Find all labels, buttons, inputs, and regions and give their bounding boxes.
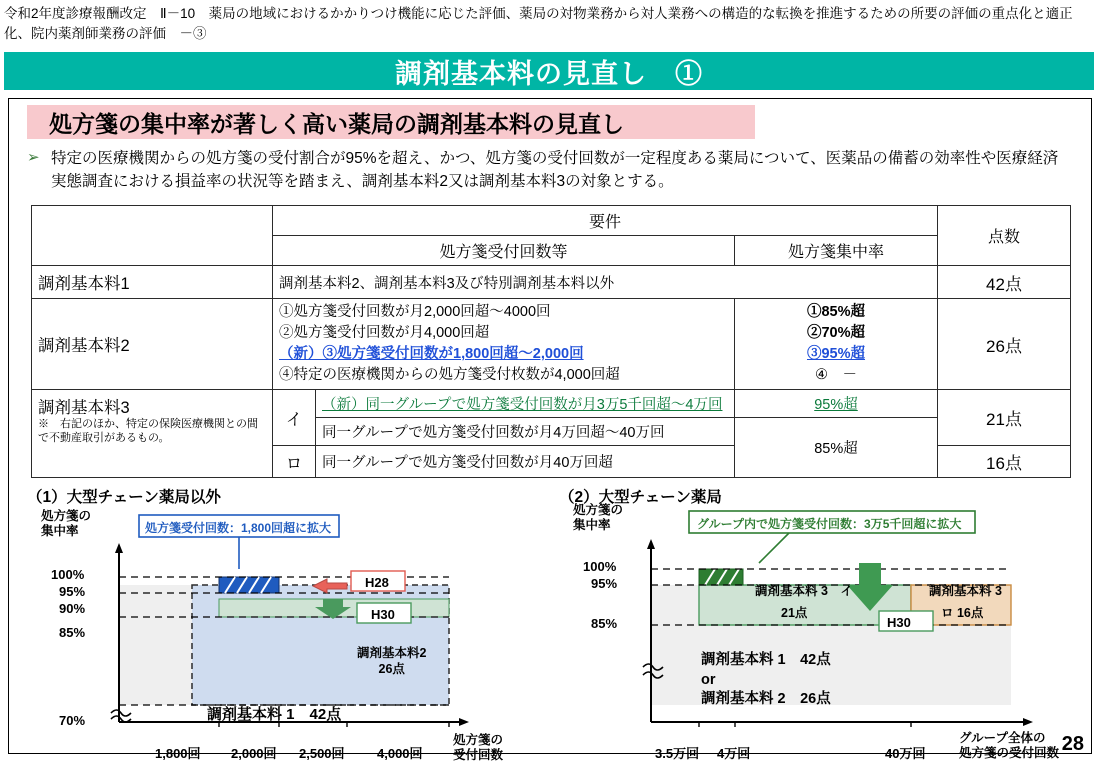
chart-right-x-label	[959, 731, 1059, 761]
chart-left-ytick-95: 95%	[59, 584, 86, 599]
chart-left-title: （1）大型チェーン薬局以外	[27, 489, 221, 506]
chart-left-xtick-4000: 4,000回	[377, 746, 423, 761]
chart-right-xtick-4: 4万回	[717, 746, 751, 761]
row3-name-cell	[32, 390, 273, 478]
chart-right-ytick-85: 85%	[591, 616, 618, 631]
chart-right-box-i-1: 調剤基本料 3 イ	[755, 584, 853, 598]
row3-i-line1: （新）同一グループで処方箋受付回数が月3万5千回超～4万回	[316, 390, 735, 418]
slide-title-band	[4, 52, 1094, 90]
chart-left-tag-h28: H28	[365, 575, 389, 590]
row2-count-cell	[273, 299, 735, 390]
chart-right-xtick-40: 40万回	[885, 746, 926, 761]
chart-right-base-label	[701, 651, 831, 710]
chart-left-y-label-2: 集中率	[41, 524, 79, 538]
chart-left-x-label	[453, 733, 503, 763]
chart-left-tag-h30: H30	[371, 607, 395, 622]
row2-rate-4: ④ －	[815, 367, 857, 384]
row1-count: 調剤基本料2、調剤基本料3及び特別調剤基本料以外	[273, 266, 938, 299]
row2-rate-3: ③95%超	[806, 346, 866, 363]
chart-right-tag-h30: H30	[887, 615, 911, 630]
chart-left-box-label-1: 調剤基本料2	[357, 646, 427, 660]
chart-left-y-label	[41, 509, 91, 539]
table-row-kihonryo2	[32, 299, 1071, 390]
row2-count-4: ④特定の医療機関からの処方箋受付枚数が4,000回超	[279, 367, 620, 384]
chart-right-base-2: or	[701, 671, 716, 688]
chart-left-ytick-70: 70%	[59, 713, 86, 728]
row2-rate-2: ②70%超	[806, 325, 866, 342]
page-title: 調剤基本料の見直し ①	[395, 58, 703, 89]
row3-name: 調剤基本料3	[38, 399, 130, 418]
chart-left-ytick-90: 90%	[59, 601, 86, 616]
row2-count-2: ②処方箋受付回数が月4,000回超	[279, 325, 490, 342]
row1-points: 42点	[938, 266, 1071, 299]
chart-right-box-i-2: 21点	[781, 606, 808, 620]
row2-rate-cell	[735, 299, 938, 390]
header-requirements: 要件	[273, 206, 938, 236]
lead-text: 特定の医療機関からの処方箋の受付割合が95%を超え、かつ、処方箋の受付回数が一定程度ある薬局について、医薬品の備蓄の効率性や医療経済実態調査における損益率の状況等を踏まえ、調剤基本料2又は調剤基本料3の対象とする。	[51, 150, 1059, 191]
subtitle-banner	[27, 105, 755, 139]
chart-right-x-label-1: グループ全体の	[959, 731, 1046, 745]
chart-right-title: （2）大型チェーン薬局	[559, 489, 722, 506]
row2-name: 調剤基本料2	[32, 299, 273, 390]
chart-left	[27, 485, 547, 762]
table-row-kihonryo1	[32, 266, 1071, 299]
chart-left-y-label-1: 処方箋の	[41, 509, 92, 523]
row3-sub-ro: ロ	[273, 446, 316, 478]
chart-right-y-label-2: 集中率	[573, 518, 611, 532]
chart-right-y-label-1: 処方箋の	[573, 503, 624, 517]
header-count: 処方箋受付回数等	[273, 236, 735, 266]
fee-table	[31, 205, 1071, 478]
chart-right-ytick-100: 100%	[583, 559, 617, 574]
chart-left-ytick-85: 85%	[59, 625, 86, 640]
content-frame	[8, 98, 1092, 762]
row3-points-ro: 16点	[938, 446, 1071, 478]
chart-right-callout: グループ内で処方箋受付回数：3万5千回超に拡大	[697, 517, 962, 531]
chart-right-base-1: 調剤基本料 1 42点	[701, 652, 831, 668]
chart-left-x-label-1: 処方箋の	[453, 733, 504, 747]
row1-name: 調剤基本料1	[32, 266, 273, 299]
header-rate: 処方箋集中率	[735, 236, 938, 266]
chart-right-ytick-95: 95%	[591, 576, 618, 591]
row2-count-3: （新）③処方箋受付回数が1,800回超～2,000回	[279, 346, 584, 363]
table-header-row-1	[32, 206, 1071, 236]
row3-note: ※ 右記のほか、特定の保険医療機関との間で不動産取引があるもの。	[38, 418, 258, 444]
row2-points: 26点	[938, 299, 1071, 390]
document-kicker: 令和2年度診療報酬改定 Ⅱ－10 薬局の地域におけるかかりつけ機能に応じた評価、薬局の対物業務から対人業務への構造的な転換を推進するための所要の評価の重点化と適正化、院内薬剤師業務の評価 －③	[4, 6, 1073, 41]
chart-left-xtick-2000: 2,000回	[231, 746, 277, 761]
row2-count-1: ①処方箋受付回数が月2,000回超～4000回	[279, 304, 551, 320]
header-points: 点数	[938, 206, 1071, 266]
bullet-icon: ➢	[27, 149, 40, 166]
row3-points-i: 21点	[938, 390, 1071, 446]
chart-right-xtick-35: 3.5万回	[655, 746, 700, 761]
chart-right-y-label	[573, 503, 623, 533]
chart-left-ytick-100: 100%	[51, 567, 85, 582]
subtitle-text: 処方箋の集中率が著しく高い薬局の調剤基本料の見直し	[49, 110, 624, 137]
chart-right-canvas	[559, 507, 1079, 747]
chart-right-box-ro-2: ロ 16点	[941, 606, 984, 620]
row3-sub-i: イ	[273, 390, 316, 446]
chart-left-box-label	[357, 645, 426, 678]
chart-right-box-ro-1: 調剤基本料 3	[929, 584, 1002, 598]
row2-rate-1: ①85%超	[806, 304, 866, 320]
chart-left-base-label: 調剤基本料 1 42点	[207, 706, 342, 723]
chart-left-box-label-2: 26点	[378, 662, 405, 677]
chart-right-base-3: 調剤基本料 2 26点	[701, 691, 831, 708]
row3-i-line2: 同一グループで処方箋受付回数が月4万回超～40万回	[316, 418, 735, 446]
lead-paragraph	[27, 147, 1073, 194]
chart-left-callout: 処方箋受付回数：1,800回超に拡大	[145, 521, 332, 535]
row3-i-rate1: 95%超	[735, 390, 938, 418]
table-row-kihonryo3-i-1	[32, 390, 1071, 418]
chart-right-x-label-2: 処方箋の受付回数	[959, 746, 1060, 760]
page-number: 28	[1061, 733, 1084, 755]
row3-rate2: 85%超	[735, 418, 938, 478]
chart-left-x-label-2: 受付回数	[453, 748, 504, 762]
chart-left-xtick-1800: 1,800回	[155, 746, 201, 761]
row3-ro-line: 同一グループで処方箋受付回数が月40万回超	[316, 446, 735, 478]
chart-left-xtick-2500: 2,500回	[299, 746, 345, 761]
